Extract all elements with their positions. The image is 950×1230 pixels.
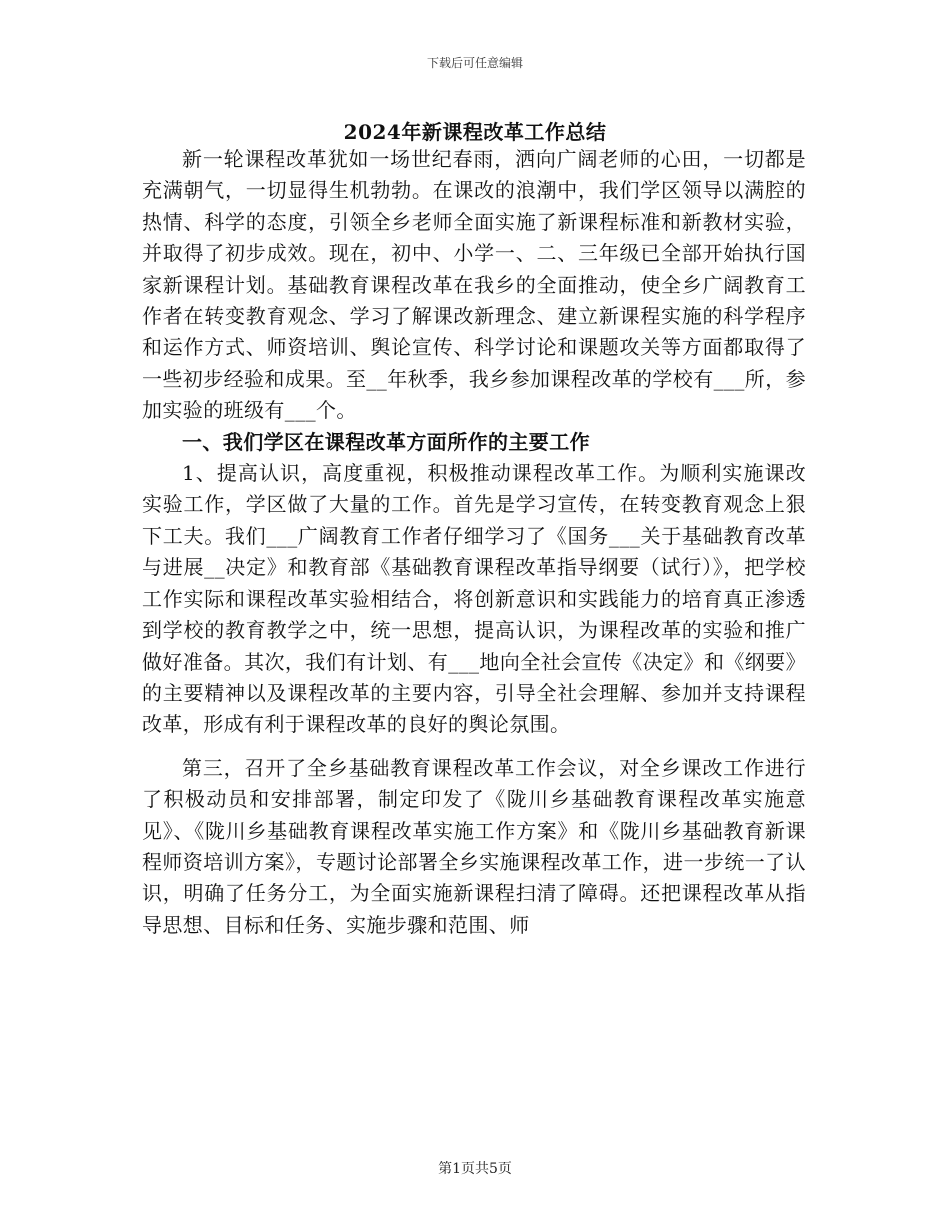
document-body	[142, 144, 806, 941]
section-heading: 一、我们学区在课程改革方面所作的主要工作	[182, 429, 590, 454]
document-title: 2024年新课程改革工作总结	[343, 120, 607, 144]
paragraph-third-point: 第三，召开了全乡基础教育课程改革工作会议，对全乡课改工作进行了积极动员和安排部署，制定印发了《陇川乡基础教育课程改革实施意见》、《陇川乡基础教育课程改革实施工作方案》和《陇川乡基础教育新课程师资培训方案》，专题讨论部署全乡实施课程改革工作，进一步统一了认识，明确了任务分工，为全面实施新课程扫清了障碍。还把课程改革从指导思想、目标和任务、实施步骤和范围、师	[142, 755, 806, 937]
paragraph-intro: 新一轮课程改革犹如一场世纪春雨，洒向广阔老师的心田，一切都是充满朝气，一切显得生机勃勃。在课改的浪潮中，我们学区领导以满腔的热情、科学的态度，引领全乡老师全面实施了新课程标准和新教材实验，并取得了初步成效。现在，初中、小学一、二、三年级已全部开始执行国家新课程计划。基础教育课程改革在我乡的全面推动，使全乡广阔教育工作者在转变教育观念、学习了解课改新理念、建立新课程实施的科学程序和运作方式、师资培训、舆论宣传、科学讨论和课题攻关等方面都取得了一些初步经验和成果。至__年秋季，我乡参加课程改革的学校有___所，参加实验的班级有___个。	[142, 147, 806, 423]
paragraph-first-work: 1、提高认识，高度重视，积极推动课程改革工作。为顺利实施课改实验工作，学区做了大量的工作。首先是学习宣传，在转变教育观念上狠下工夫。我们___广阔教育工作者仔细学习了《国务___关于基础教育改革与进展__决定》和教育部《基础教育课程改革指导纲要（试行）》，把学校工作实际和课程改革实验相结合，将创新意识和实践能力的培育真正渗透到学校的教育教学之中，统一思想，提高认识，为课程改革的实验和推广做好准备。其次，我们有计划、有___地向全社会宣传《决定》和《纲要》的主要精神以及课程改革的主要内容，引导全社会理解、参加并支持课程改革，形成有利于课程改革的良好的舆论氛围。	[142, 461, 806, 737]
page-number-footer: 第1页共5页	[438, 1161, 512, 1177]
header-note: 下载后可任意编辑	[426, 56, 523, 70]
paragraph-gap	[142, 741, 806, 753]
